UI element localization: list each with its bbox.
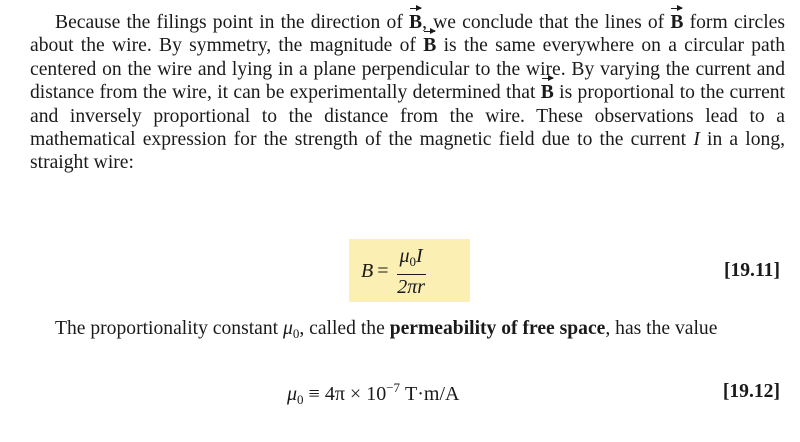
mu-subscript: 0 xyxy=(409,253,417,269)
equation-number-19-11: [19.11] xyxy=(723,260,780,281)
text-segment: form circles about the wire. By symmetry, the magnitude of xyxy=(30,12,785,57)
text-segment: is proportional to the current and inversely proportional to the distance from the wire. These observations lead to a mathematical expression for the strength of the magnetic field due to the current xyxy=(30,82,785,151)
mu-symbol: μ xyxy=(283,318,293,339)
equation-number-19-12: [19.12] xyxy=(722,381,780,402)
vector-b-symbol: B xyxy=(540,82,554,104)
text-segment: , we conclude that the lines of xyxy=(422,12,665,33)
mu-subscript: 0 xyxy=(297,392,304,407)
mu-symbol: μ xyxy=(399,244,410,267)
paragraph-magnetic-field-description xyxy=(30,11,785,175)
vector-b-symbol: B xyxy=(670,12,684,33)
fraction xyxy=(397,245,426,298)
vector-b-symbol: B xyxy=(423,35,437,57)
vector-b-symbol: B xyxy=(409,12,423,33)
text-segment: Because the filings point in the direction of xyxy=(55,12,403,33)
units: T·m/A xyxy=(400,383,460,405)
fraction-denominator: 2πr xyxy=(397,275,426,298)
text-segment: The proportionality constant xyxy=(55,318,279,339)
paragraph-permeability xyxy=(30,317,785,345)
equation-19-11 xyxy=(361,246,426,296)
exponent: −7 xyxy=(386,380,401,395)
mu-subscript: 0 xyxy=(292,326,300,341)
text-segment: , called the xyxy=(299,318,385,339)
equation-19-12 xyxy=(287,380,459,408)
text-segment: , has the value xyxy=(605,318,718,339)
key-term-permeability: permeability of free space xyxy=(389,318,606,339)
mu-symbol: μ xyxy=(287,383,298,405)
fraction-numerator xyxy=(397,245,426,275)
equation-lhs: B xyxy=(361,259,374,282)
equation-body: ≡ 4π × 10 xyxy=(303,383,387,405)
equals-sign: = xyxy=(377,259,389,282)
current-symbol: I xyxy=(693,129,700,151)
text-segment: in a long, straight wire: xyxy=(30,129,786,174)
text-segment: is the same everywhere on a circular path centered on the wire and lying in a plane perpendicular to the wire. By varying the current and distance from the wire, it can be experimentally determined that xyxy=(30,35,785,104)
current-symbol: I xyxy=(416,244,423,267)
